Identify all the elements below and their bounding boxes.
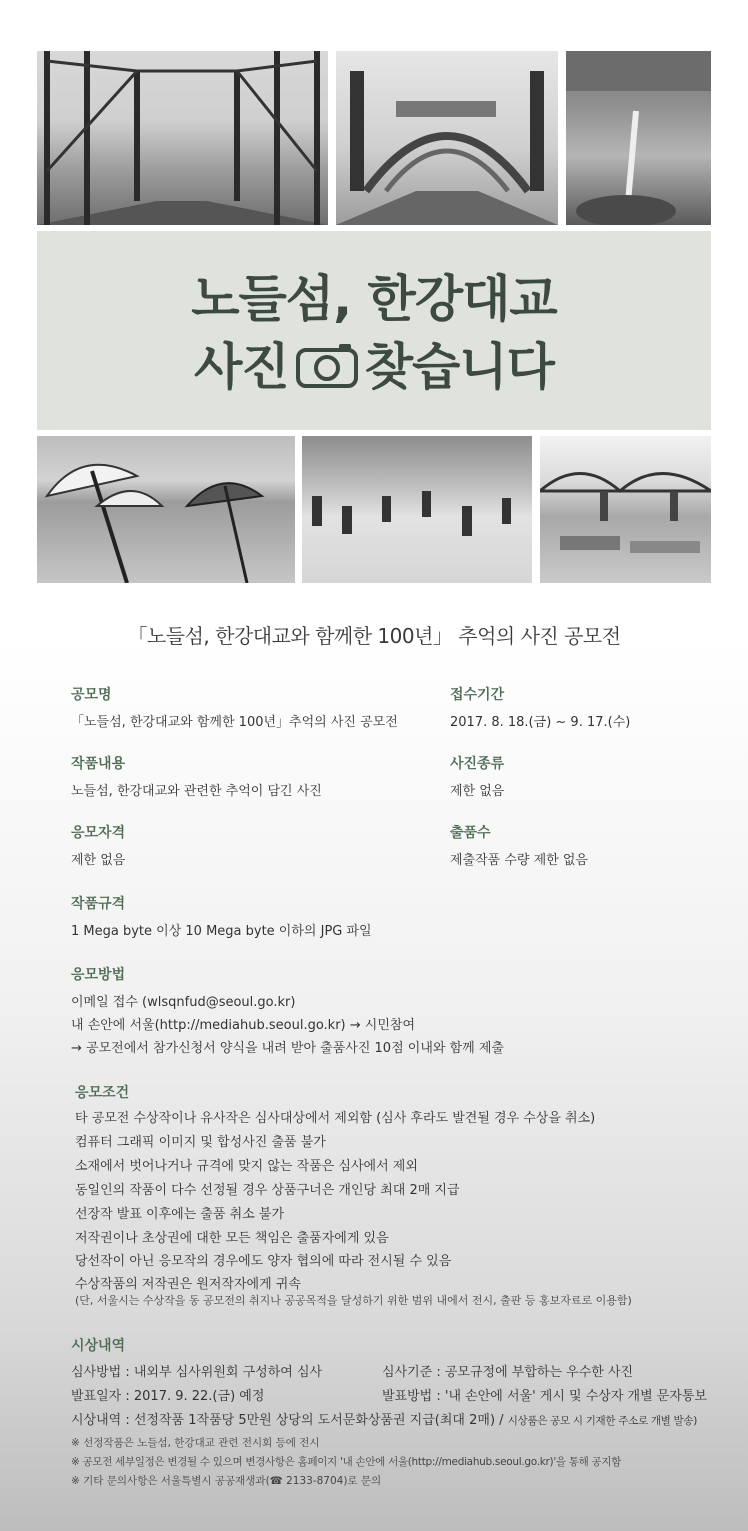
value-photo-type: 제한 없음	[450, 784, 505, 799]
value-eligibility: 제한 없음	[71, 853, 126, 868]
banner-title-right: 찾습니다	[364, 338, 554, 396]
label-conditions: 응모조건	[75, 1085, 130, 1101]
label-contest-name: 공모명	[71, 687, 112, 703]
footnote: ※ 공모전 세부일정은 변경될 수 있으며 변경사항은 홈페이지 '내 손안에 서울(http://mediahub.seoul.go.kr)'을 통해 공지함	[71, 1456, 622, 1468]
photo-iron-bridge-walkway	[37, 51, 328, 225]
review-method: 심사방법 : 내외부 심사위원회 구성하여 심사	[71, 1365, 323, 1380]
photo-truss-bridge-river	[540, 436, 711, 583]
contest-headline: 「노들섬, 한강대교와 함께한 100년」 추억의 사진 공모전	[127, 624, 621, 648]
method-line: → 공모전에서 참가신청서 양식을 내려 받아 출품사진 10점 이내와 함께 제출	[71, 1041, 504, 1056]
method-line: 이메일 접수 (wlsqnfud@seoul.go.kr)	[71, 995, 296, 1010]
announce-date: 발표일자 : 2017. 9. 22.(금) 예정	[71, 1389, 265, 1404]
condition-line: 소재에서 벗어나거나 규격에 맞지 않는 작품은 심사에서 제외	[75, 1159, 418, 1174]
photo-bridge-opening	[336, 51, 558, 225]
label-content: 작품내용	[71, 756, 126, 772]
condition-note: (단, 서울시는 수상작을 동 공모전의 취지나 공공목적을 달성하기 위한 범위 내에서 전시, 출판 등 홍보자료로 이용함)	[75, 1294, 632, 1307]
review-criteria: 심사기준 : 공모규정에 부합하는 우수한 사진	[382, 1365, 634, 1380]
condition-line: 동일인의 작품이 다수 선정될 경우 상품구너은 개인당 최대 2매 지급	[75, 1183, 460, 1198]
camera-icon	[295, 342, 359, 388]
photo-aerial-bridge	[566, 51, 711, 225]
label-eligibility: 응모자격	[71, 825, 126, 841]
prize-main	[71, 1409, 697, 1428]
photo-crowded-beach	[302, 436, 532, 583]
prize-note: 시상품은 공모 시 기재한 주소로 개별 발송)	[507, 1415, 698, 1427]
label-spec: 작품규격	[71, 896, 126, 912]
value-spec: 1 Mega byte 이상 10 Mega byte 이하의 JPG 파일	[71, 924, 372, 939]
value-contest-name: 「노들섬, 한강대교와 함께한 100년」추억의 사진 공모전	[71, 715, 398, 730]
label-method: 응모방법	[71, 967, 126, 983]
condition-line: 당선작이 아닌 응모작의 경우에도 양자 협의에 따라 전시될 수 있음	[75, 1254, 452, 1269]
prize-main-text: 시상내역 : 선정작품 1작품당 5만원 상당의 도서문화상품권 지급(최대 2매) /	[71, 1413, 504, 1428]
condition-line: 컴퓨터 그래픽 이미지 및 합성사진 출품 불가	[75, 1135, 326, 1150]
banner-title-line2	[37, 337, 711, 397]
banner-title-line1: 노들섬, 한강대교	[191, 270, 557, 328]
announce-method: 발표방법 : '내 손안에 서울' 게시 및 수상자 개별 문자통보	[382, 1389, 707, 1404]
footnote: ※ 선정작품은 노들섬, 한강대교 관련 전시회 등에 전시	[71, 1437, 320, 1449]
condition-line: 저작권이나 초상권에 대한 모든 책임은 출품자에게 있음	[75, 1231, 389, 1246]
label-count: 출품수	[450, 825, 491, 841]
value-period: 2017. 8. 18.(금) ~ 9. 17.(수)	[450, 715, 631, 730]
method-line: 내 손안에 서울(http://mediahub.seoul.go.kr) → 시민참여	[71, 1018, 416, 1033]
banner-title-left: 사진	[194, 338, 289, 396]
photo-beach-umbrellas	[37, 436, 295, 583]
label-period: 접수기간	[450, 687, 505, 703]
title-banner	[37, 231, 711, 430]
footnote: ※ 기타 문의사항은 서울특별시 공공재생과(☎ 2133-8704)로 문의	[71, 1475, 382, 1487]
label-awards: 시상내역	[71, 1338, 126, 1354]
value-count: 제출작품 수량 제한 없음	[450, 853, 588, 868]
value-content: 노들섬, 한강대교와 관련한 추억이 담긴 사진	[71, 784, 322, 799]
condition-line: 타 공모전 수상작이나 유사작은 심사대상에서 제외함 (심사 후라도 발견될 경우 수상을 취소)	[75, 1111, 596, 1126]
condition-line: 수상작품의 저작권은 원저작자에게 귀속	[75, 1277, 301, 1292]
label-photo-type: 사진종류	[450, 756, 505, 772]
condition-line: 선장작 발표 이후에는 출품 취소 불가	[75, 1207, 285, 1222]
